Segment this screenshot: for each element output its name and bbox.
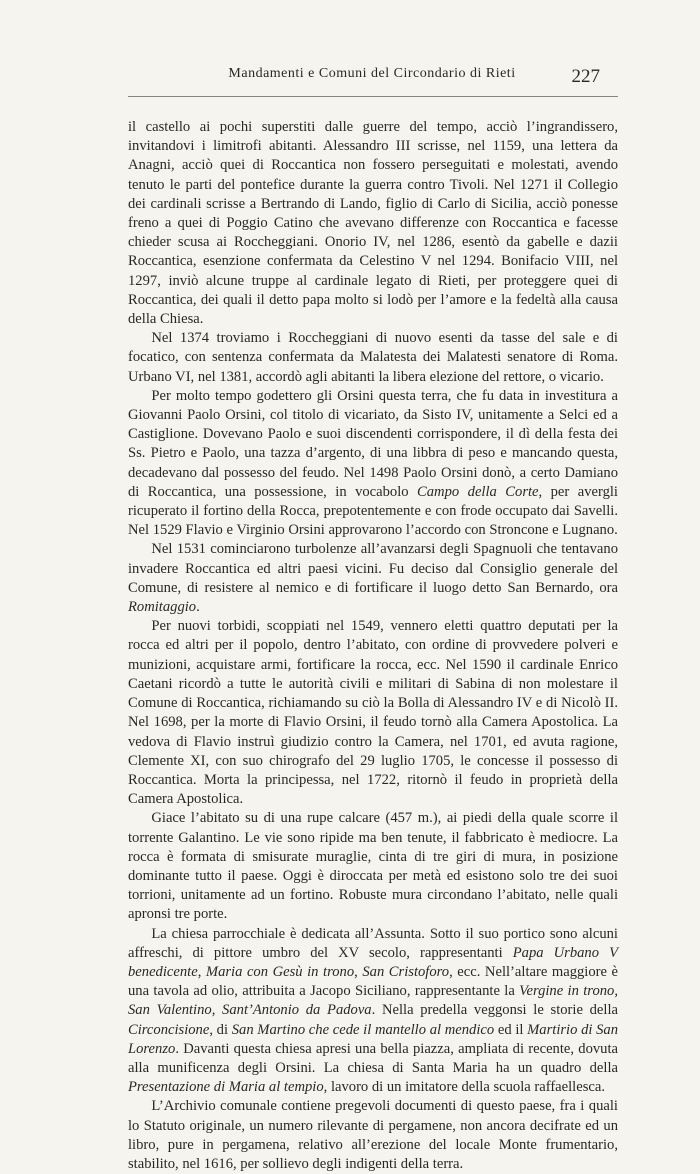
italic-title: Martirio di San Lorenzo bbox=[128, 1021, 619, 1057]
running-head: Mandamenti e Comuni del Circondario di Rieti bbox=[228, 66, 516, 81]
paragraph bbox=[128, 540, 618, 617]
header-rule bbox=[128, 96, 618, 97]
text-run: , bbox=[197, 963, 206, 980]
text-run: , bbox=[354, 963, 363, 980]
italic-title: Papa Urbano V benedicente bbox=[128, 944, 618, 980]
paragraph bbox=[128, 387, 618, 541]
italic-title: Romitaggio bbox=[128, 599, 197, 616]
text-run: , bbox=[614, 983, 618, 1000]
italic-title: San Martino che cede il mantello al mendico bbox=[231, 1021, 495, 1038]
text-run: , ecc. Nell’altare maggiore è una tavola ad olio, attribuita a Jacopo Siciliano, rappresentante la bbox=[128, 963, 619, 1000]
italic-title: Presentazione di Maria al tempio bbox=[128, 1079, 324, 1096]
italic-title: Sant’Antonio da Padova bbox=[222, 1002, 372, 1019]
text-run: Per molto tempo godettero gli Orsini questa terra, che fu data in investitura a Giovanni Paolo Orsini, col titolo di vicariato, da Sisto IV, unitamente a Selci ed a Castiglione. Dovevano Paolo e suoi discendenti corrispondere, il dì della festa dei Ss. Pietro e Paolo, una tazza d’argento, di una libbra di peso e mancando questa, decadevano dal possesso del feudo. Nel 1498 Paolo Orsini donò, a certo Damiano di Roccantica, una possessione, in vocabolo bbox=[128, 387, 618, 500]
italic-title: Vergine in trono bbox=[519, 983, 615, 1000]
text-run: La chiesa parrocchiale è dedicata all’Assunta. Sotto il suo portico sono alcuni affreschi, di pittore umbro del XV secolo, rappresentanti bbox=[128, 925, 618, 961]
page-number: 227 bbox=[571, 66, 600, 87]
text-run: , per avergli ricuperato il fortino della Rocca, prepotentemente e con frode occupato dai Savelli. Nel 1529 Flavio e Virginio Orsini approvarono l’accordo con Stroncone e Lugnano. bbox=[128, 483, 618, 539]
text-run: ed il bbox=[494, 1021, 528, 1038]
text-run: , bbox=[211, 1002, 223, 1019]
text-run: . Davanti questa chiesa apresi una bella piazza, ampliata di recente, dovuta alla munificenza degli Orsini. La chiesa di Santa Maria ha un quadro della bbox=[128, 1040, 618, 1076]
body-text bbox=[128, 118, 618, 1174]
text-run: Nel 1374 troviamo i Roccheggiani di nuovo esenti da tasse del sale e di focatico, con sentenza confermata da Malatesta dei Malatesti senatore di Roma. Urbano VI, nel 1381, accordò agli abitanti la libera elezione del rettore, o vicario. bbox=[128, 330, 618, 385]
italic-title: Maria con Gesù in trono bbox=[205, 963, 355, 980]
text-run: , lavoro di un imitatore della scuola raffaellesca. bbox=[323, 1079, 605, 1096]
paragraph bbox=[128, 617, 618, 809]
text-run: Nel 1531 cominciarono turbolenze all’avanzarsi degli Spagnuoli che tentavano invadere Roccantica ed altri paesi vicini. Fu deciso dal Consiglio generale del Comune, di resistere al nemico e di fortificare il luogo detto San Bernardo, ora bbox=[128, 541, 618, 596]
paragraph bbox=[128, 1097, 618, 1174]
paragraph bbox=[128, 118, 618, 329]
paragraph bbox=[128, 329, 618, 387]
italic-title: San Cristoforo bbox=[362, 963, 450, 980]
italic-title: Campo della Corte bbox=[417, 483, 539, 500]
text-run: . bbox=[196, 599, 200, 616]
text-run: , di bbox=[209, 1021, 232, 1038]
paragraph bbox=[128, 809, 618, 924]
text-run: . Nella predella veggonsi le storie della bbox=[371, 1002, 618, 1019]
text-run: L’Archivio comunale contiene pregevoli documenti di questo paese, fra i quali lo Statuto originale, un numero rilevante di pergamene, non ancora decifrate ed un libro, pure in pergamena, relativo all’erezione del locale Monte frumentario, stabilito, nel 1616, per sollievo degli indigenti della terra. bbox=[128, 1098, 618, 1172]
italic-title: San Valentino bbox=[128, 1002, 212, 1019]
text-run: Giace l’abitato su di una rupe calcare (457 m.), ai piedi della quale scorre il torrente Galantino. Le vie sono ripide ma ben tenute, il fabbricato è mediocre. La rocca è formata di smisurate muraglie, cinta di tre giri di mura, in posizione dominante tutto il paese. Oggi è diroccata per metà ed esistono solo tre dei suoi torrioni, unitamente ad un fortino. Robuste mura circondano l’abitato, nelle quali apronsi tre porte. bbox=[128, 810, 618, 923]
text-run: il castello ai pochi superstiti dalle guerre del tempo, acciò l’ingrandissero, invitandovi i limitrofi abitanti. Alessandro III scrisse, nel 1159, una lettera da Anagni, acciò quei di Roccantica non fossero perseguitati e molestati, avendo tenuto le parti del pontefice durante la guerra contro Tivoli. Nel 1271 il Collegio dei cardinali scrisse a Bertrando di Lando, figlio di Carlo di Sicilia, acciò ponesse freno a quei di Poggio Catino che avevano differenze con Roccantica e facesse chieder scusa ai Roccheggiani. Onorio IV, nel 1286, esentò da gabelle e dazii Roccantica, esenzione confermata da Celestino V nel 1294. Bonifacio VIII, nel 1297, inviò alcune truppe al cardinale legato di Rieti, per proteggere quei di Roccantica, dei quali il detto papa molto si lodò per l’amore e la fedeltà alla causa della Chiesa. bbox=[128, 119, 618, 328]
paragraph bbox=[128, 925, 618, 1098]
italic-title: Circoncisione bbox=[128, 1021, 210, 1038]
text-run: Per nuovi torbidi, scoppiati nel 1549, vennero eletti quattro deputati per la rocca ed altri per il popolo, dentro l’abitato, con ordine di provvedere polveri e munizioni, acquistare armi, fortificare la rocca, ecc. Nel 1590 il cardinale Enrico Caetani ricordò a tutte le autorità civili e militari di Sabina di non molestare il Comune di Roccantica, richiamando su ciò la Bolla di Alessandro IV e di Nicolò II. Nel 1698, per la morte di Flavio Orsini, il feudo tornò alla Camera Apostolica. La vedova di Flavio instruì giudizio contro la Camera, nel 1701, ed avuta ragione, Clemente XI, con suo chirografo del 29 luglio 1705, le concesse il possesso di Roccantica. Morta la principessa, nel 1722, ritornò il feudo in proprietà della Camera Apostolica. bbox=[128, 618, 618, 808]
